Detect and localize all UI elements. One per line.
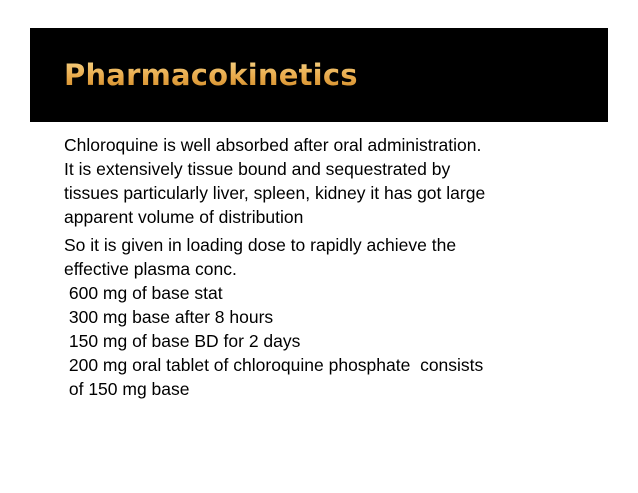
slide-body	[64, 133, 584, 401]
dose-line: 200 mg oral tablet of chloroquine phosphate consists	[64, 355, 484, 375]
text-line: Chloroquine is well absorbed after oral administration.	[64, 135, 482, 155]
dose-line: 600 mg of base stat	[64, 283, 223, 303]
slide-title: Pharmacokinetics	[64, 58, 358, 92]
text-line: So it is given in loading dose to rapidly achieve the	[64, 235, 457, 255]
dose-line: of 150 mg base	[64, 379, 190, 399]
text-line: effective plasma conc.	[64, 259, 237, 279]
paragraph-loading-dose	[64, 233, 584, 401]
text-line: tissues particularly liver, spleen, kidney it has got large	[64, 183, 486, 203]
text-line: It is extensively tissue bound and sequestrated by	[64, 159, 451, 179]
text-line: apparent volume of distribution	[64, 207, 304, 227]
dose-line: 300 mg base after 8 hours	[64, 307, 274, 327]
dose-line: 150 mg of base BD for 2 days	[64, 331, 301, 351]
paragraph-absorption	[64, 133, 584, 229]
